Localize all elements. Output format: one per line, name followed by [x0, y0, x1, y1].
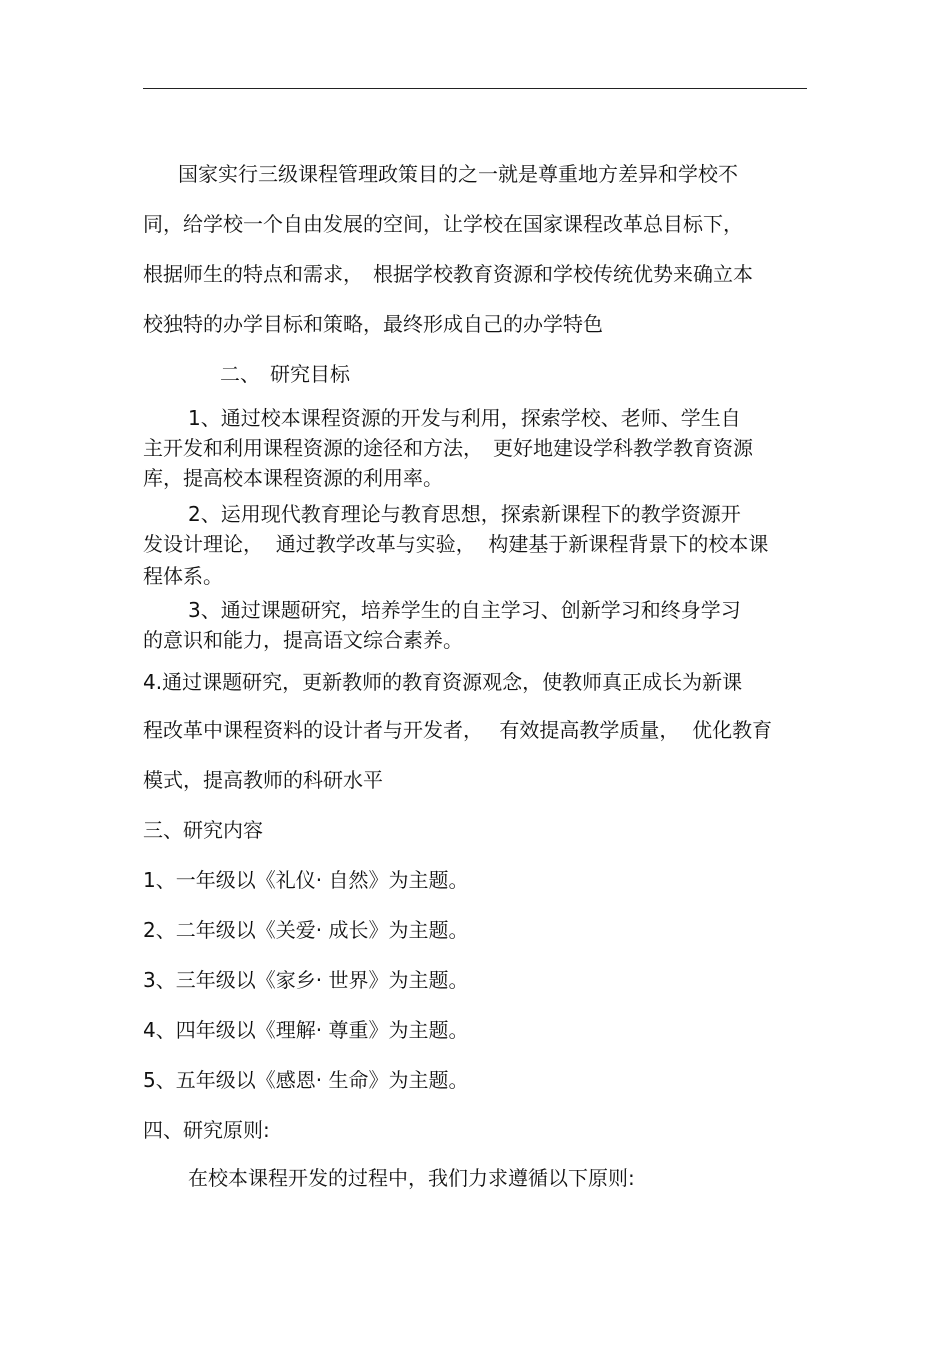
paragraph-line: 程体系。 — [143, 564, 223, 588]
paragraph-line: 根据师生的特点和需求， 根据学校教育资源和学校传统优势来确立本 — [143, 262, 753, 286]
section-heading: 二、 研究目标 — [220, 362, 350, 386]
paragraph-line: 4.通过课题研究，更新教师的教育资源观念，使教师真正成长为新课 — [143, 670, 743, 694]
paragraph-line: 程改革中课程资料的设计者与开发者， 有效提高教学质量， 优化教育 — [143, 718, 773, 742]
section-heading: 三、研究内容 — [143, 818, 263, 842]
header-rule — [143, 88, 807, 89]
paragraph-line: 在校本课程开发的过程中，我们力求遵循以下原则: — [188, 1166, 635, 1190]
paragraph-line: 主开发和利用课程资源的途径和方法， 更好地建设学科教学教育资源 — [143, 436, 753, 460]
paragraph-line: 同，给学校一个自由发展的空间，让学校在国家课程改革总目标下， — [143, 212, 743, 236]
paragraph-line: 3、通过课题研究，培养学生的自主学习、创新学习和终身学习 — [188, 598, 741, 622]
paragraph-line: 模式，提高教师的科研水平 — [143, 768, 383, 792]
paragraph-line: 国家实行三级课程管理政策目的之一就是尊重地方差异和学校不 — [178, 162, 738, 186]
section-heading: 四、研究原则: — [143, 1118, 270, 1142]
list-item: 2、二年级以《关爱· 成长》为主题。 — [143, 918, 469, 942]
list-item: 4、四年级以《理解· 尊重》为主题。 — [143, 1018, 469, 1042]
paragraph-line: 1、通过校本课程资源的开发与利用，探索学校、老师、学生自 — [188, 406, 741, 430]
list-item: 5、五年级以《感恩· 生命》为主题。 — [143, 1068, 469, 1092]
paragraph-line: 2、运用现代教育理论与教育思想，探索新课程下的教学资源开 — [188, 502, 741, 526]
list-item: 1、一年级以《礼仪· 自然》为主题。 — [143, 868, 469, 892]
paragraph-line: 库，提高校本课程资源的利用率。 — [143, 466, 443, 490]
paragraph-line: 校独特的办学目标和策略，最终形成自己的办学特色 — [143, 312, 603, 336]
list-item: 3、三年级以《家乡· 世界》为主题。 — [143, 968, 469, 992]
paragraph-line: 的意识和能力，提高语文综合素养。 — [143, 628, 463, 652]
paragraph-line: 发设计理论， 通过教学改革与实验， 构建基于新课程背景下的校本课 — [143, 532, 769, 556]
